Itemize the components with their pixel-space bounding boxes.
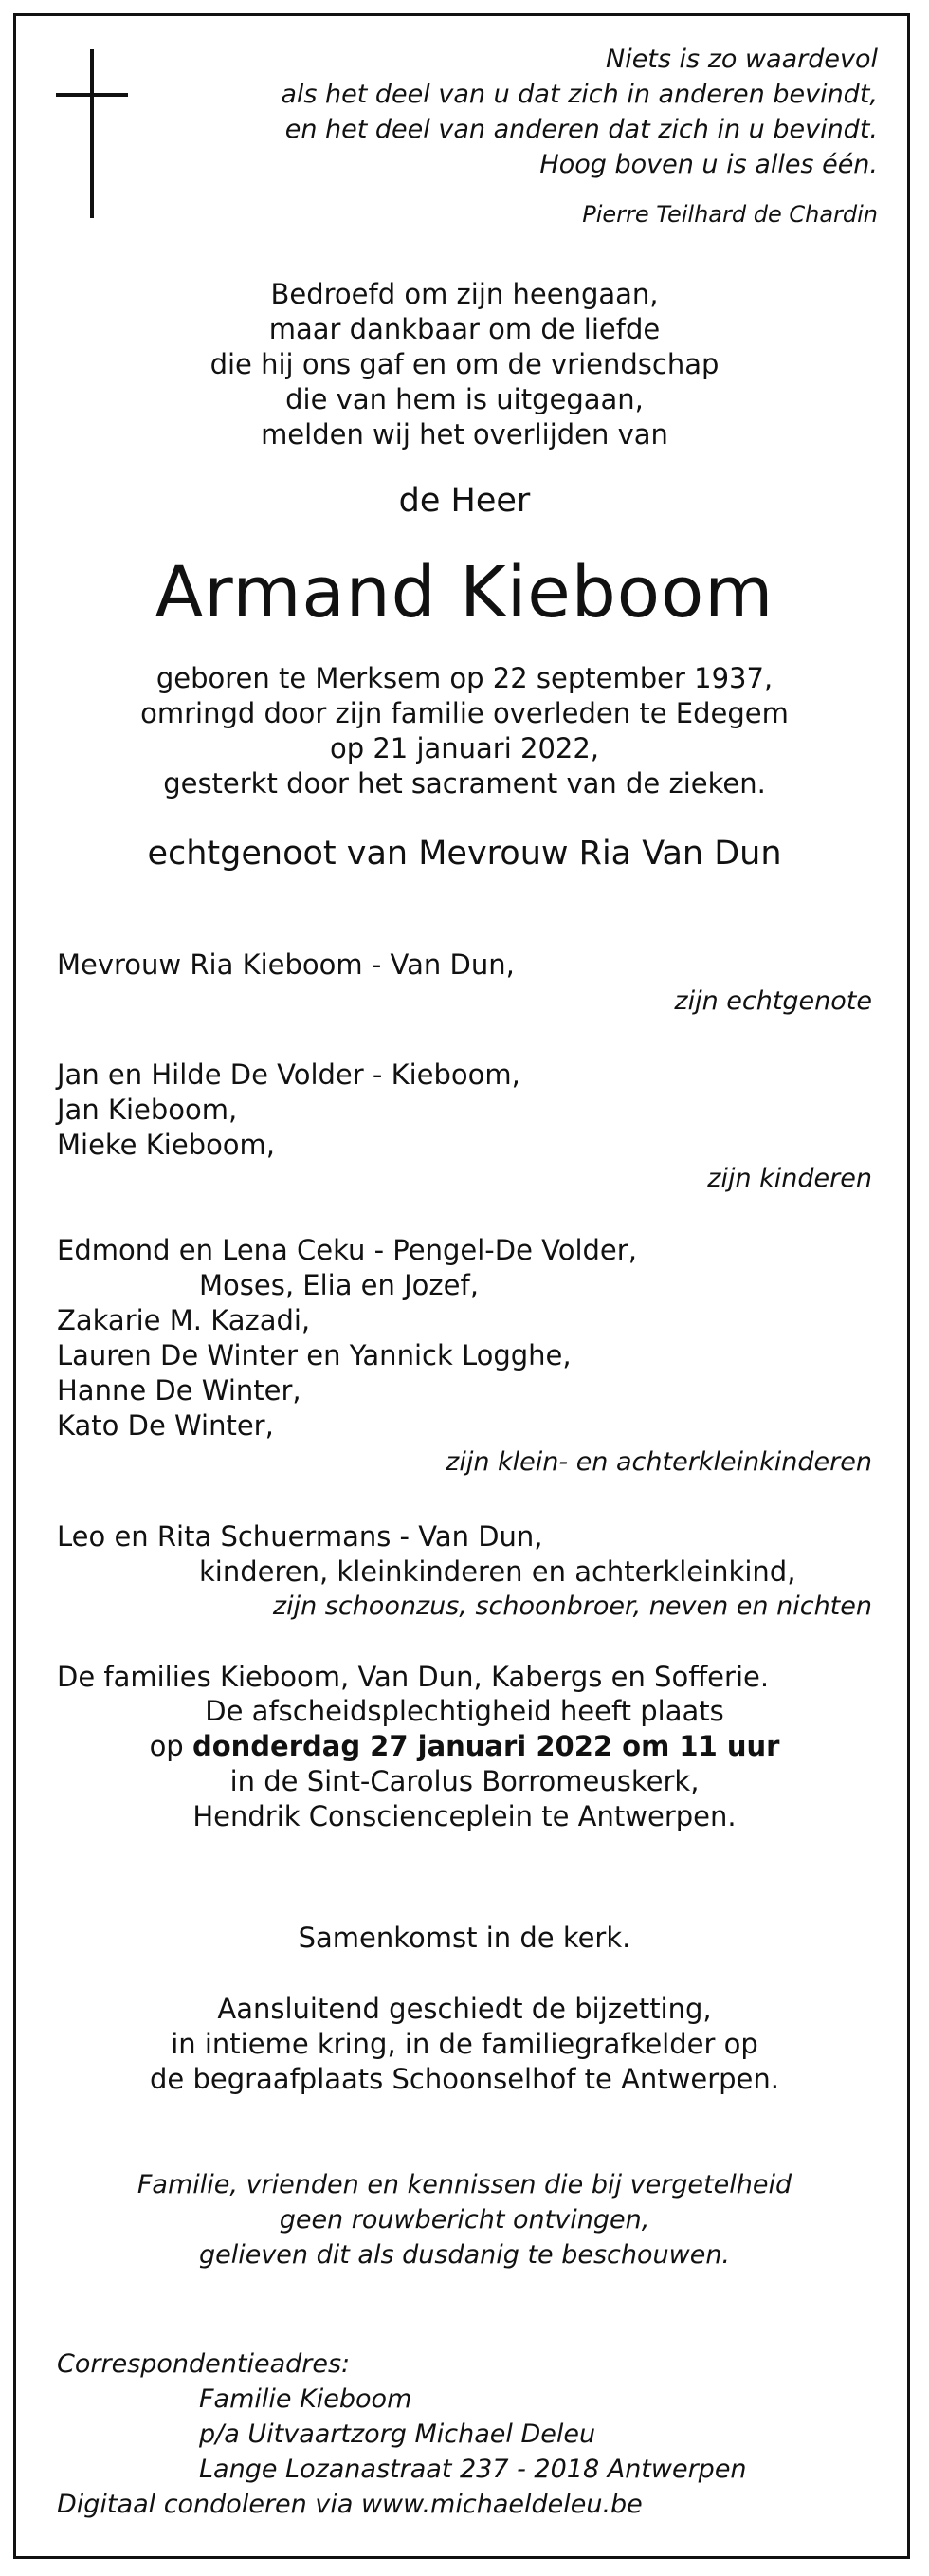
relative-line: Edmond en Lena Ceku - Pengel-De Volder, <box>57 1234 637 1266</box>
quote-line: Niets is zo waardevol <box>606 45 878 74</box>
relative-line: Kato De Winter, <box>57 1409 274 1442</box>
intro-line: Bedroefd om zijn heengaan, <box>270 278 659 310</box>
correspondence-label: Correspondentieadres: <box>57 2349 351 2379</box>
intro-line: melden wij het overlijden van <box>261 418 668 451</box>
burial-details <box>0 1992 929 2097</box>
relation-role: zijn klein- en achterkleinkinderen <box>446 1447 872 1477</box>
intro-line: die hij ons gaf en om de vriendschap <box>209 348 720 380</box>
relative-line: Jan Kieboom, <box>57 1094 238 1126</box>
detail-line: op 21 januari 2022, <box>329 732 600 764</box>
relation-role: zijn kinderen <box>707 1164 872 1193</box>
ceremony-line: Aansluitend geschiedt de bijzetting, <box>217 1993 712 2025</box>
gathering-note: Samenkomst in de kerk. <box>298 1922 631 1954</box>
ceremony-line: in intieme kring, in de familiegrafkelder op <box>171 2028 758 2060</box>
ceremony-line: de begraafplaats Schoonselhof te Antwerpen. <box>149 2063 779 2095</box>
address-line: Familie Kieboom <box>199 2384 412 2414</box>
honorific: de Heer <box>398 482 531 520</box>
quote-author: Pierre Teilhard de Chardin <box>582 201 878 228</box>
family-note <box>0 2167 929 2272</box>
address-line: p/a Uitvaartzorg Michael Deleu <box>199 2420 596 2449</box>
intro-text <box>0 277 929 452</box>
quote-line: Hoog boven u is alles één. <box>539 150 878 179</box>
relative-line: De families Kieboom, Van Dun, Kabergs en Sofferie. <box>57 1661 770 1693</box>
online-condolence-link[interactable]: Digitaal condoleren via www.michaeldeleu.be <box>57 2490 643 2519</box>
address-line: Lange Lozanastraat 237 - 2018 Antwerpen <box>199 2455 747 2484</box>
quote-line: en het deel van anderen dat zich in u bevindt. <box>284 115 878 144</box>
intro-line: die van hem is uitgegaan, <box>285 383 644 415</box>
quote <box>281 42 878 182</box>
relative-line: Moses, Elia en Jozef, <box>199 1269 479 1301</box>
relatives-group <box>57 1519 795 1590</box>
cross-icon <box>90 49 94 218</box>
relative-line: Leo en Rita Schuermans - Van Dun, <box>57 1520 543 1553</box>
relatives-group <box>57 1233 637 1444</box>
ceremony-line: De afscheidsplechtigheid heeft plaats <box>205 1695 724 1727</box>
relative-line: Mevrouw Ria Kieboom - Van Dun, <box>57 948 515 981</box>
detail-line: omringd door zijn familie overleden te Edegem <box>140 697 789 729</box>
spouse-line: echtgenoot van Mevrouw Ria Van Dun <box>147 835 782 873</box>
ceremony-date: donderdag 27 januari 2022 om 11 uur <box>191 1730 780 1762</box>
ceremony-line: in de Sint-Carolus Borromeuskerk, <box>229 1765 700 1797</box>
ceremony-date-prefix: op <box>149 1730 184 1762</box>
cross-icon-bar <box>56 93 128 97</box>
relation-role: zijn echtgenote <box>674 986 872 1016</box>
relative-line: kinderen, kleinkinderen en achterkleinkind, <box>199 1555 796 1588</box>
detail-line: gesterkt door het sacrament van de zieken. <box>163 767 766 800</box>
correspondence <box>57 2346 747 2522</box>
relation-role: zijn schoonzus, schoonbroer, neven en nichten <box>272 1592 872 1621</box>
ceremony-block <box>0 1694 929 1729</box>
relatives-group <box>57 1058 520 1163</box>
intro-line: maar dankbaar om de liefde <box>268 313 661 345</box>
note-line: Familie, vrienden en kennissen die bij vergetelheid <box>137 2170 792 2199</box>
ceremony-line: Hendrik Conscienceplein te Antwerpen. <box>192 1800 737 1832</box>
relative-line: Lauren De Winter en Yannick Logghe, <box>57 1339 572 1371</box>
detail-line: geboren te Merksem op 22 september 1937, <box>155 662 774 694</box>
quote-line: als het deel van u dat zich in anderen bevindt, <box>281 80 878 109</box>
note-line: gelieven dit als dusdanig te beschouwen. <box>198 2240 731 2270</box>
relative-line: Mieke Kieboom, <box>57 1129 276 1161</box>
birth-death-details <box>0 661 929 801</box>
relative-line: Hanne De Winter, <box>57 1374 301 1407</box>
relative-line: Zakarie M. Kazadi, <box>57 1304 311 1336</box>
ceremony-location <box>0 1764 929 1834</box>
ceremony-date-line <box>0 1729 929 1764</box>
relative-line: Jan en Hilde De Volder - Kieboom, <box>57 1058 520 1091</box>
note-line: geen rouwbericht ontvingen, <box>279 2205 650 2235</box>
deceased-name: Armand Kieboom <box>155 552 774 634</box>
